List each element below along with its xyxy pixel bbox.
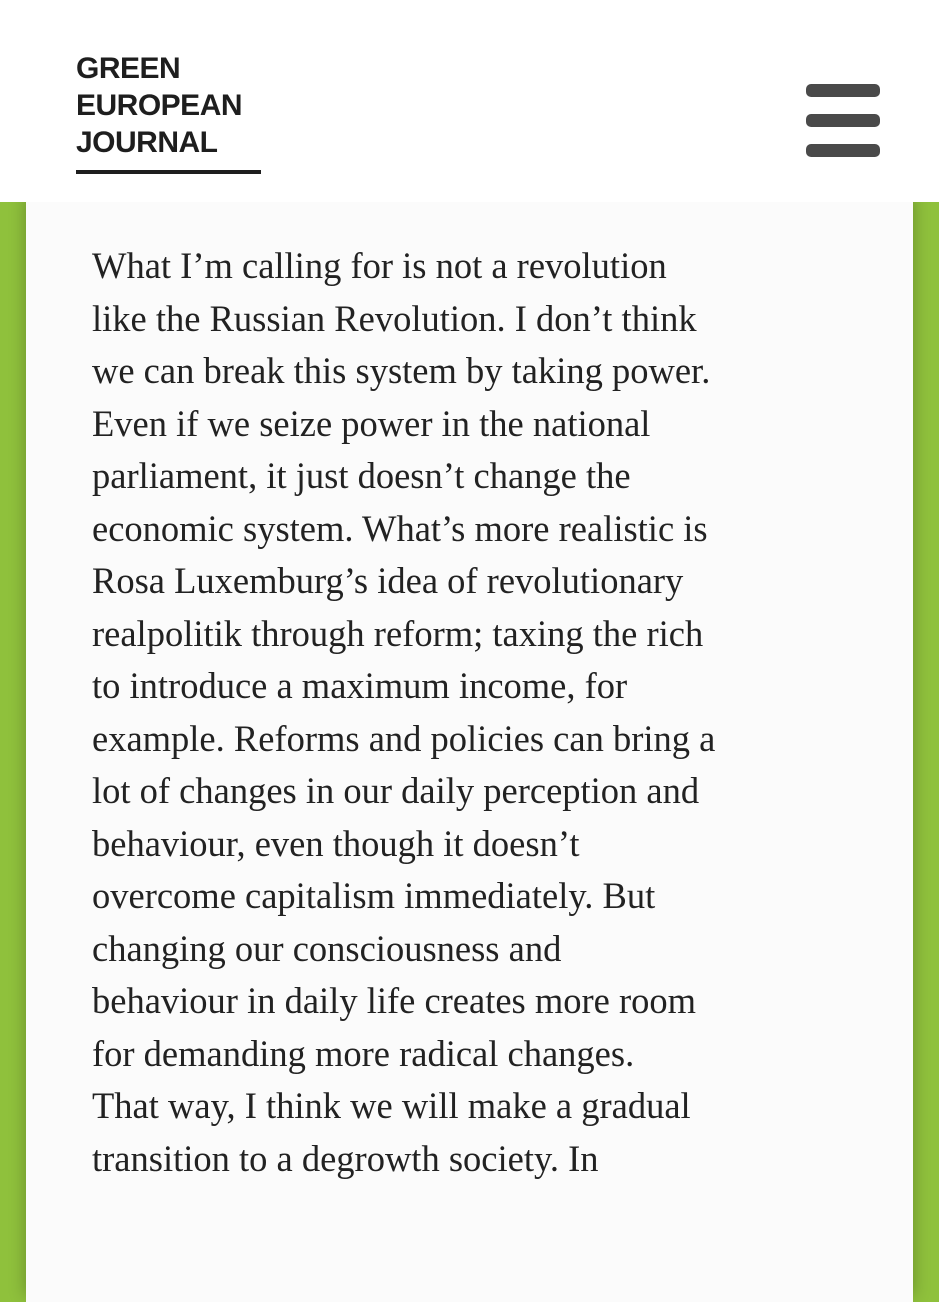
article-line: like the Russian Revolution. I don’t think — [92, 297, 697, 339]
article-line: behaviour in daily life creates more room — [92, 980, 697, 1021]
article-line: we can break this system by taking power. — [92, 350, 711, 391]
site-logo[interactable] — [76, 50, 261, 174]
article-line: Rosa Luxemburg’s idea of revolutionary — [92, 560, 684, 601]
article-panel — [26, 202, 913, 1302]
article-line: changing our consciousness and — [92, 927, 562, 969]
logo-line-european: EUROPEAN — [76, 89, 243, 122]
article-line: What I’m calling for is not a revolution — [92, 245, 667, 286]
article-line: transition to a degrowth society. In — [92, 1137, 599, 1179]
article-line: realpolitik through reform; taxing the rich — [92, 612, 704, 654]
article-line: behaviour, even though it doesn’t — [92, 822, 580, 864]
menu-bar-top — [806, 84, 880, 97]
article-line: Even if we seize power in the national — [92, 402, 651, 444]
article-line: to introduce a maximum income, for — [92, 665, 628, 706]
article-line: example. Reforms and policies can bring a — [92, 717, 716, 759]
article-line: lot of changes in our daily perception and — [92, 770, 700, 811]
logo-underline — [76, 170, 261, 174]
menu-bar-bottom — [806, 144, 880, 157]
article-line: That way, I think we will make a gradual — [92, 1085, 691, 1126]
site-header — [0, 0, 939, 202]
article-line: parliament, it just doesn’t change the — [92, 455, 631, 496]
article-paragraph — [92, 240, 862, 1185]
logo-line-journal: JOURNAL — [76, 126, 218, 159]
menu-bar-middle — [806, 114, 880, 127]
article-line: for demanding more radical changes. — [92, 1032, 635, 1074]
hamburger-menu-icon[interactable] — [806, 84, 880, 158]
article-line: economic system. What’s more realistic is — [92, 507, 708, 549]
logo-line-green: GREEN — [76, 52, 181, 85]
article-line: overcome capitalism immediately. But — [92, 875, 656, 916]
